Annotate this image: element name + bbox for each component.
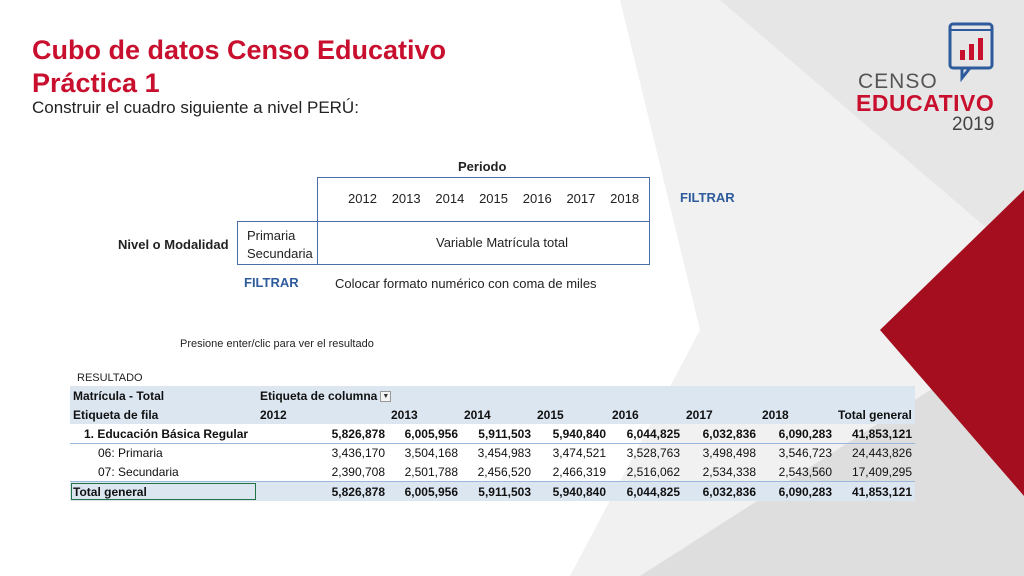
years-row: [348, 191, 654, 206]
cell-value: 6,044,825: [609, 424, 683, 443]
cell-value: 17,409,295: [851, 465, 912, 480]
cell-value: 5,911,503: [461, 482, 534, 501]
logo-word-censo: CENSO: [858, 70, 938, 93]
logo-year: 2019: [952, 114, 995, 135]
cell-value: 6,005,956: [388, 482, 461, 501]
cell-value: 5,940,840: [534, 482, 609, 501]
nivel-modalidad-label: Nivel o Modalidad: [118, 237, 229, 252]
year-2014: 2014: [435, 191, 465, 206]
result-label: RESULTADO: [77, 372, 143, 384]
cell-value: 2,534,338: [702, 465, 756, 480]
cell-value: 5,826,878: [257, 482, 388, 501]
slide-subtitle: Construir el cuadro siguiente a nivel PERÚ:: [32, 98, 359, 117]
cell-value: 3,474,521: [552, 446, 606, 461]
cell-value: 3,454,983: [477, 446, 531, 461]
pivot-header-row-1: [70, 386, 915, 405]
cell-value: 41,853,121: [835, 424, 915, 443]
cell-value: 5,940,840: [534, 424, 609, 443]
row-item-primaria: Primaria: [247, 228, 296, 243]
year-2017: 2017: [566, 191, 596, 206]
cell-value: 3,498,498: [702, 446, 756, 461]
cell-value: 3,436,170: [331, 446, 385, 461]
variable-label: Variable Matrícula total: [436, 235, 568, 250]
cell-value: 24,443,826: [851, 446, 912, 461]
year-2012: 2012: [348, 191, 377, 206]
cell-value: 6,090,283: [759, 424, 835, 443]
table-row: [70, 463, 915, 482]
row-label: 1. Educación Básica Regular: [70, 424, 257, 443]
cell-value: 6,044,825: [609, 482, 683, 501]
cell-value: 2,501,788: [404, 465, 458, 480]
slide-title-line1: Cubo de datos Censo Educativo: [32, 35, 447, 65]
filtrar-columns-label: FILTRAR: [680, 190, 735, 205]
col-header-2014: 2014: [461, 405, 534, 424]
filter-dropdown-icon[interactable]: ▼: [380, 391, 391, 402]
total-row-label[interactable]: Total general: [70, 482, 257, 501]
col-header-2012: 2012: [257, 405, 388, 424]
pivot-header-row-2: [70, 405, 915, 424]
year-2018: 2018: [610, 191, 640, 206]
cell-value: 41,853,121: [835, 482, 915, 501]
slide-title: [32, 34, 446, 100]
cell-value: 2,390,708: [331, 465, 385, 480]
row-label: 07: Secundaria: [98, 465, 179, 480]
pivot-column-labels-cell[interactable]: [257, 386, 388, 405]
cell-value: 5,826,878: [257, 424, 388, 443]
year-2015: 2015: [479, 191, 508, 206]
col-header-2015: 2015: [534, 405, 609, 424]
censo-educativo-logo: [852, 20, 1012, 140]
cell-value: 6,032,836: [683, 482, 759, 501]
col-header-2018: 2018: [759, 405, 835, 424]
slide-title-line2: Práctica 1: [32, 68, 160, 98]
format-note: Colocar formato numérico con coma de miles: [335, 276, 597, 291]
table-row: [70, 424, 915, 443]
logo-word-educativo: EDUCATIVO: [856, 90, 995, 116]
col-header-2017: 2017: [683, 405, 759, 424]
column-labels-text: Etiqueta de columna: [260, 388, 378, 403]
cell-value: 6,005,956: [388, 424, 461, 443]
pivot-table: [70, 386, 915, 501]
cell-value: 5,911,503: [461, 424, 534, 443]
pivot-row-labels-cell[interactable]: Etiqueta de fila: [70, 405, 257, 424]
total-row: [70, 482, 915, 501]
year-2016: 2016: [522, 191, 552, 206]
pivot-measure-label: Matrícula - Total: [70, 386, 257, 405]
cell-value: 6,032,836: [683, 424, 759, 443]
cell-value: 6,090,283: [759, 482, 835, 501]
year-2013: 2013: [391, 191, 421, 206]
cell-value: 2,516,062: [626, 465, 680, 480]
filtrar-rows-label: FILTRAR: [244, 275, 299, 290]
table-row: [70, 444, 915, 463]
cell-value: 3,546,723: [778, 446, 832, 461]
cell-value: 2,543,560: [778, 465, 832, 480]
instruction-text: Presione enter/clic para ver el resultado: [180, 338, 374, 350]
col-header-2016: 2016: [609, 405, 683, 424]
row-label: 06: Primaria: [98, 446, 163, 461]
cell-value: 3,528,763: [626, 446, 680, 461]
cell-value: 2,456,520: [477, 465, 531, 480]
cell-value: 2,466,319: [552, 465, 606, 480]
row-item-secundaria: Secundaria: [247, 246, 313, 261]
col-header-total: Total general: [835, 405, 915, 424]
cell-value: 3,504,168: [404, 446, 458, 461]
book-chart-icon: [948, 20, 996, 82]
periodo-label: Periodo: [458, 159, 507, 174]
col-header-2013: 2013: [388, 405, 461, 424]
